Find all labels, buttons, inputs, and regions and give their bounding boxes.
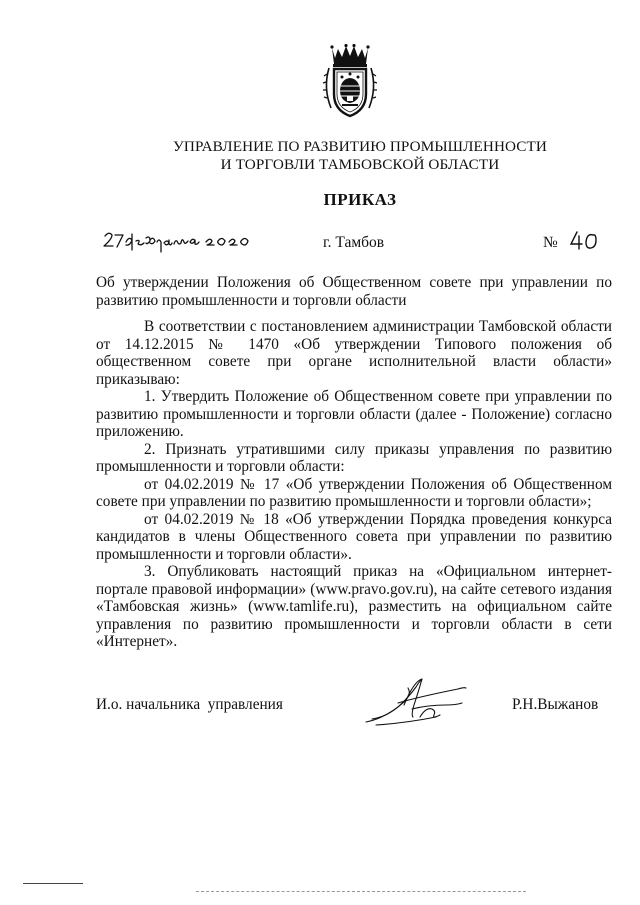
preamble-paragraph: В соответствии с постановлением администрации Тамбовской области от 14.12.2015 № 1470 «Об утверждении Типового положения об общественном совете при органе исполнительной власти области» приказываю: xyxy=(96,318,612,388)
handwritten-date xyxy=(102,226,272,256)
organization-name-line1: УПРАВЛЕНИЕ ПО РАЗВИТИЮ ПРОМЫШЛЕННОСТИ xyxy=(173,138,547,155)
handwritten-number xyxy=(567,229,603,255)
item-1-paragraph: 1. Утвердить Положение об Общественном совете при управлении по развитию промышленности и торговли области (далее - Положение) согласно приложению. xyxy=(96,388,612,440)
handwritten-signature xyxy=(362,675,472,729)
city-label: г. Тамбов xyxy=(323,234,385,251)
document-body xyxy=(96,318,612,651)
item-2-subitem-2: от 04.02.2019 № 18 «Об утверждении Порядка проведения конкурса кандидатов в члены Общественного совета при управлении по развитию промышленности и торговли области». xyxy=(96,510,612,563)
item-2-subitem-1: от 04.02.2019 № 17 «Об утверждении Положения об Общественном совете при управлении по развитию промышленности и торговли области»; xyxy=(96,475,612,510)
item-3-paragraph: 3. Опубликовать настоящий приказ на «Официальном интернет-портале правовой информации» (www.pravo.gov.ru), на сайте сетевого издания «Тамбовская жизнь» (www.tamlife.ru), разместить на официальном сайте управления по развитию промышленности и торговли области в сети «Интернет». xyxy=(96,563,612,650)
signatory-position: И.о. начальника управления xyxy=(96,696,283,713)
coat-of-arms-icon xyxy=(320,44,380,120)
item-2-paragraph: 2. Признать утратившими силу приказы управления по развитию промышленности и торговли области: xyxy=(96,440,612,475)
footer-rule xyxy=(23,883,83,884)
number-label: № xyxy=(543,234,558,251)
scan-artifact-line xyxy=(196,891,526,892)
organization-name-line2: И ТОРГОВЛИ ТАМБОВСКОЙ ОБЛАСТИ xyxy=(220,156,500,173)
document-subject: Об утверждении Положения об Общественном совете при управлении по развитию промышленности и торговли области xyxy=(96,274,612,309)
signatory-name: Р.Н.Выжанов xyxy=(512,696,599,713)
document-type-title: ПРИКАЗ xyxy=(323,190,397,209)
